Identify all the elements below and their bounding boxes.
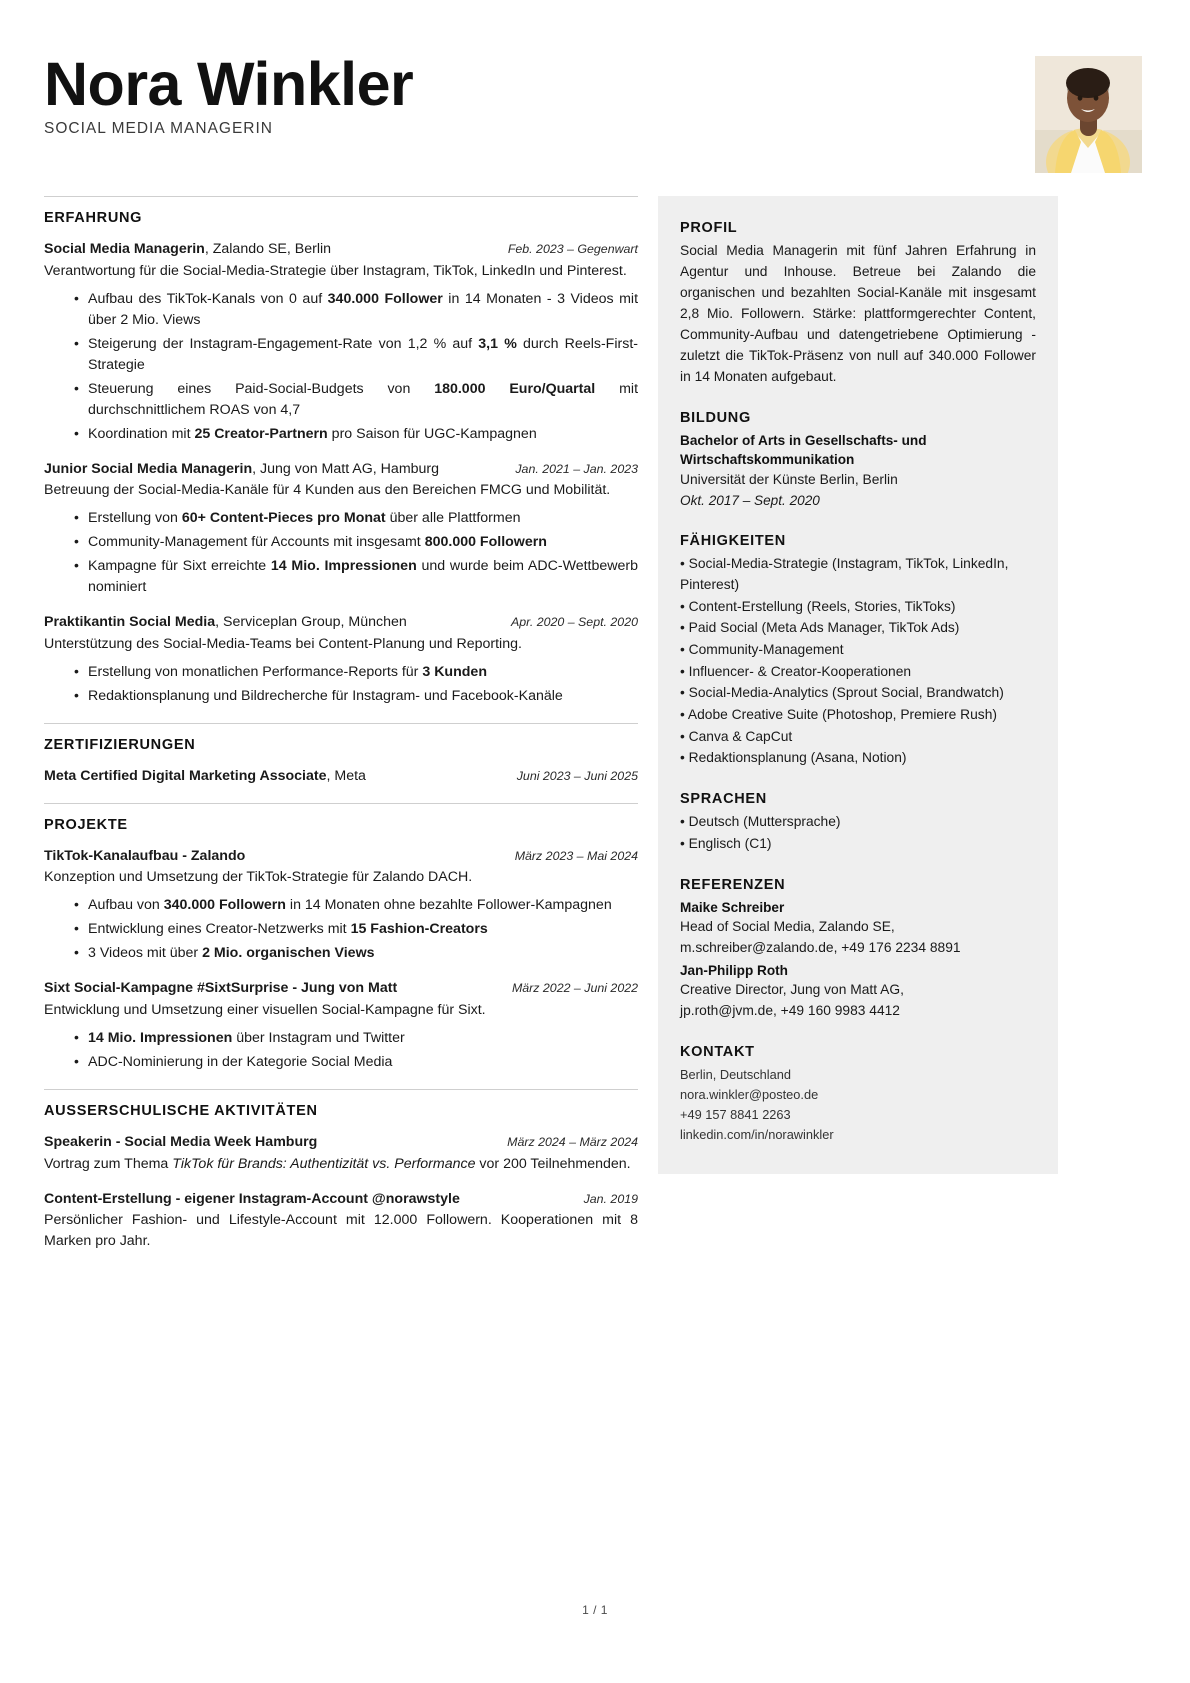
bullet-pre: Kampagne für Sixt erreichte (88, 558, 271, 575)
list-item (74, 289, 638, 331)
entry-header (44, 766, 638, 787)
list-item: • Paid Social (Meta Ads Manager, TikTok Ads) (680, 620, 960, 636)
list-item: • Englisch (C1) (680, 835, 772, 851)
entry-bullets (44, 662, 638, 707)
entry-org: , Meta (326, 768, 366, 785)
entry-title (44, 1189, 574, 1210)
list-item: • Content-Erstellung (Reels, Stories, TikToks) (680, 598, 956, 614)
entry-role: Speakerin - Social Media Week Hamburg (44, 1133, 318, 1150)
sidebar-section-education (680, 410, 1036, 511)
list-item: • Redaktionsplanung (Asana, Notion) (680, 750, 907, 766)
bullet-pre: Erstellung von (88, 510, 182, 527)
sidebar-section-contact (680, 1044, 1036, 1146)
reference-contact: jp.roth@jvm.de, +49 160 9983 4412 (680, 1002, 900, 1018)
list-item: • Adobe Creative Suite (Photoshop, Premiere Rush) (680, 707, 997, 723)
sidebar-title-languages: SPRACHEN (680, 791, 767, 808)
section-title-experience: ERFAHRUNG (44, 210, 143, 226)
experience-entry (44, 459, 638, 599)
sidebar-title-education: BILDUNG (680, 409, 751, 426)
sidebar-section-references (680, 877, 1036, 1022)
list-item: • Social-Media-Analytics (Sprout Social, Brandwatch) (680, 685, 1004, 701)
section-activities (44, 1089, 638, 1252)
bullet-pre: Redaktionsplanung und Bildrecherche für Instagram- und Facebook-Kanäle (88, 688, 563, 705)
education-degree: Bachelor of Arts in Gesellschafts- und Wirtschaftskommunikation (680, 432, 927, 468)
list-item (74, 379, 638, 421)
bullet-pre: Erstellung von monatlichen Performance-Reports für (88, 664, 423, 680)
entry-title (44, 239, 498, 260)
list-item (74, 943, 638, 964)
sidebar-section-profile (680, 220, 1036, 388)
skills-list (680, 554, 1036, 769)
sidebar-column (658, 196, 1058, 1174)
bullet-pre: ADC-Nominierung in der Kategorie Social Media (88, 1053, 393, 1070)
contact-linkedin[interactable]: linkedin.com/in/norawinkler (680, 1127, 834, 1143)
bullet-highlight: 2 Mio. organischen Views (202, 945, 375, 962)
bullet-highlight: 180.000 Euro/Quartal (434, 380, 596, 397)
entry-header (44, 612, 638, 633)
bullet-highlight: 25 Creator-Partnern (194, 425, 328, 442)
bullet-highlight: 3 Kunden (422, 664, 487, 680)
list-item (74, 532, 638, 553)
bullet-post: in 14 Monaten ohne bezahlte Follower-Kampagnen (285, 897, 612, 914)
bullet-post: über Instagram und Twitter (232, 1029, 405, 1046)
entry-description: Verantwortung für die Social-Media-Strategie über Instagram, TikTok, LinkedIn und Pinterest. (44, 262, 627, 279)
entry-date: Feb. 2023 – Gegenwart (507, 242, 638, 256)
bullet-post: und wurde beim ADC-Wettbewerb nominiert (88, 558, 639, 596)
list-item (74, 919, 638, 940)
entry-role: Content-Erstellung - eigener Instagram-Account @norawstyle (44, 1190, 460, 1207)
list-item: • Influencer- & Creator-Kooperationen (680, 663, 912, 679)
experience-entry (44, 239, 638, 445)
list-item (74, 1028, 638, 1049)
sidebar-title-contact: KONTAKT (680, 1043, 755, 1060)
list-item (74, 686, 638, 707)
list-item (74, 508, 638, 529)
entry-description (44, 1154, 638, 1175)
description-pre: Vortrag zum Thema (44, 1155, 173, 1172)
description-emphasis: TikTok für Brands: Authentizität vs. Performance (172, 1155, 476, 1172)
bullet-highlight: 15 Fashion-Creators (350, 921, 488, 938)
entry-bullets (44, 508, 638, 598)
project-entry (44, 846, 638, 965)
entry-date: März 2023 – Mai 2024 (514, 848, 638, 863)
list-item: • Deutsch (Muttersprache) (680, 814, 841, 830)
last-name: Winkler (196, 50, 414, 118)
sidebar-panel (658, 196, 1058, 1174)
entry-title (44, 459, 505, 480)
reference-role: Head of Social Media, Zalando SE, (680, 919, 895, 935)
section-title-certifications: ZERTIFIZIERUNGEN (44, 737, 196, 754)
entry-date: Juni 2023 – Juni 2025 (516, 769, 638, 784)
contact-email[interactable]: nora.winkler@posteo.de (680, 1086, 819, 1102)
section-title-activities: AUSSERSCHULISCHE AKTIVITÄTEN (44, 1102, 318, 1119)
bullet-post: mit durchschnittlichem ROAS von 4,7 (88, 380, 639, 418)
sidebar-section-languages (680, 791, 1036, 854)
list-item: • Canva & CapCut (680, 728, 793, 744)
section-divider (44, 196, 638, 197)
page-title (44, 52, 1142, 116)
entry-header (44, 239, 638, 260)
entry-org: , Zalando SE, Berlin (204, 241, 332, 257)
page-indicator: 1 / 1 (582, 1603, 608, 1617)
list-item: • Social-Media-Strategie (Instagram, TikTok, LinkedIn, Pinterest) (680, 556, 1009, 592)
bullet-pre: Koordination mit (88, 425, 195, 442)
entry-title (44, 766, 507, 787)
sidebar-section-skills (680, 533, 1036, 769)
main-column (44, 196, 638, 1268)
list-item (74, 424, 638, 445)
sidebar-title-references: REFERENZEN (680, 876, 786, 893)
entry-description: Unterstützung des Social-Media-Teams bei Content-Planung und Reporting. (44, 635, 522, 652)
bullet-highlight: 340.000 Follower (327, 290, 443, 307)
section-divider (44, 1089, 638, 1090)
sidebar-title-skills: FÄHIGKEITEN (680, 533, 786, 550)
avatar (1035, 56, 1142, 173)
bullet-highlight: 340.000 Followern (163, 897, 286, 914)
reference-name: Maike Schreiber (680, 899, 785, 915)
entry-description: Konzeption und Umsetzung der TikTok-Strategie für Zalando DACH. (44, 869, 473, 886)
section-experience (44, 196, 638, 707)
list-item: • Community-Management (680, 642, 844, 658)
resume-body (44, 196, 1142, 1268)
bullet-pre: Entwicklung eines Creator-Netzwerks mit (88, 921, 351, 938)
entry-header (44, 846, 638, 867)
entry-description: Betreuung der Social-Media-Kanäle für 4 Kunden aus den Bereichen FMCG und Mobilität. (44, 482, 611, 499)
education-date: Okt. 2017 – Sept. 2020 (680, 492, 820, 508)
entry-role: TikTok-Kanalaufbau - Zalando (44, 847, 246, 864)
reference-item (680, 961, 1036, 1022)
list-item (74, 334, 638, 376)
contact-location: Berlin, Deutschland (680, 1066, 791, 1082)
reference-role: Creative Director, Jung von Matt AG, (680, 982, 904, 998)
section-projects (44, 803, 638, 1073)
activity-entry (44, 1189, 638, 1253)
activity-entry (44, 1132, 638, 1175)
bullet-pre: Aufbau des TikTok-Kanals von 0 auf (88, 290, 328, 307)
entry-role: Junior Social Media Managerin (44, 460, 253, 477)
portrait-illustration (1035, 56, 1142, 173)
bullet-post: in 14 Monaten - 3 Videos mit über 2 Mio. Views (88, 290, 639, 328)
entry-org: , Jung von Matt AG, Hamburg (252, 460, 440, 477)
entry-header (44, 978, 638, 999)
section-divider (44, 723, 638, 724)
section-certifications (44, 723, 638, 787)
entry-title (44, 978, 502, 999)
bullet-pre: Aufbau von (88, 897, 164, 914)
entry-role: Social Media Managerin (44, 241, 205, 257)
bullet-pre: Community-Management für Accounts mit insgesamt (88, 534, 425, 551)
job-title-subtitle: SOCIAL MEDIA MANAGERIN (44, 120, 273, 138)
list-item (74, 662, 638, 683)
entry-org: , Serviceplan Group, München (215, 614, 407, 631)
reference-name: Jan-Philipp Roth (680, 962, 788, 978)
entry-title (44, 846, 505, 867)
first-name: Nora (44, 50, 181, 118)
entry-date: Jan. 2019 (583, 1191, 638, 1206)
entry-title (44, 1132, 497, 1153)
contact-phone[interactable]: +49 157 8841 2263 (680, 1107, 791, 1123)
reference-contact: m.schreiber@zalando.de, +49 176 2234 8891 (680, 939, 961, 955)
bullet-post: pro Saison für UGC-Kampagnen (327, 425, 537, 442)
entry-header (44, 459, 638, 480)
education-institution: Universität der Künste Berlin, Berlin (680, 472, 898, 488)
entry-bullets (44, 1028, 638, 1073)
bullet-highlight: 3,1 % (478, 335, 517, 352)
entry-header (44, 1189, 638, 1210)
description-post: vor 200 Teilnehmenden. (475, 1155, 631, 1172)
entry-bullets (44, 895, 638, 964)
entry-role: Meta Certified Digital Marketing Associate (44, 768, 327, 785)
project-entry (44, 978, 638, 1073)
entry-description: Persönlicher Fashion- und Lifestyle-Account mit 12.000 Followern. Kooperationen mit 8 Marken pro Jahr. (44, 1212, 638, 1250)
resume-header (44, 52, 1142, 180)
certification-entry (44, 766, 638, 787)
entry-title (44, 612, 501, 633)
section-divider (44, 803, 638, 804)
bullet-highlight: 800.000 Followern (424, 534, 547, 551)
bullet-highlight: 60+ Content-Pieces pro Monat (181, 510, 386, 527)
entry-role: Sixt Social-Kampagne #SixtSurprise - Jung von Matt (44, 980, 398, 997)
entry-role: Praktikantin Social Media (44, 614, 216, 631)
entry-bullets (44, 289, 638, 445)
list-item (74, 1052, 638, 1073)
bullet-highlight: 14 Mio. Impressionen (88, 1029, 233, 1046)
reference-item (680, 898, 1036, 959)
list-item (74, 556, 638, 598)
section-title-projects: PROJEKTE (44, 816, 128, 833)
languages-list (680, 812, 1036, 854)
bullet-pre: 3 Videos mit über (88, 945, 203, 962)
profile-text: Social Media Managerin mit fünf Jahren Erfahrung in Agentur und Inhouse. Betreue bei Zalando die organischen und bezahlten Social-Kanäle mit insgesamt 2,8 Mio. Followern. Stärke: plattformgerechter Content, Community-Aufbau und datengetriebene Optimierung - zuletzt die TikTok-Präsenz von null auf 340.000 Follower in 14 Monaten aufgebaut. (680, 243, 1036, 384)
entry-date: März 2022 – Juni 2022 (511, 981, 638, 996)
entry-description: Entwicklung und Umsetzung einer visuellen Social-Kampagne für Sixt. (44, 1001, 486, 1018)
experience-entry (44, 612, 638, 707)
entry-date: Jan. 2021 – Jan. 2023 (515, 461, 638, 476)
bullet-highlight: 14 Mio. Impressionen (270, 558, 417, 575)
list-item (74, 895, 638, 916)
bullet-post: über alle Plattformen (385, 510, 521, 527)
bullet-pre: Steigerung der Instagram-Engagement-Rate von 1,2 % auf (88, 335, 479, 352)
entry-header (44, 1132, 638, 1153)
entry-date: März 2024 – März 2024 (507, 1134, 638, 1149)
entry-date: Apr. 2020 – Sept. 2020 (511, 615, 638, 630)
bullet-post: durch Reels-First-Strategie (88, 335, 638, 373)
sidebar-title-profile: PROFIL (680, 220, 738, 236)
bullet-pre: Steuerung eines Paid-Social-Budgets von (88, 380, 435, 397)
